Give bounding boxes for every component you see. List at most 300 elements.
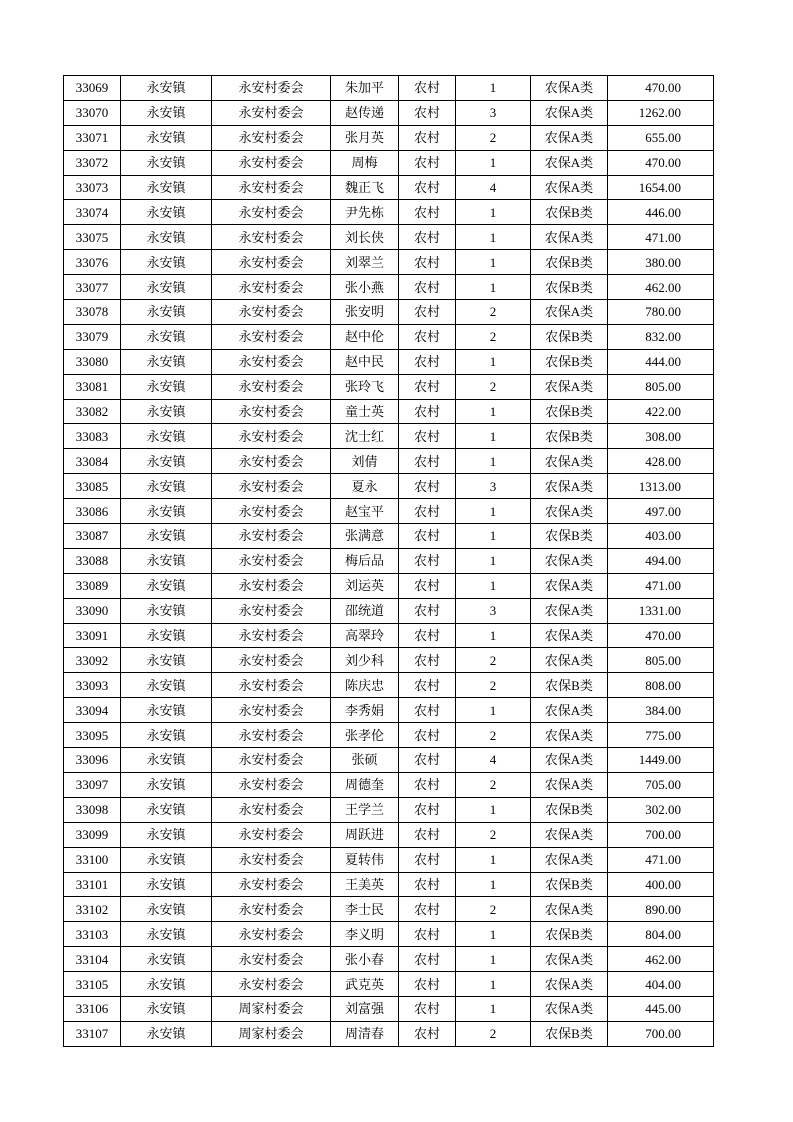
table-cell-count: 1 bbox=[456, 225, 531, 250]
table-cell-type: 农村 bbox=[399, 250, 456, 275]
table-cell-category: 农保B类 bbox=[531, 872, 608, 897]
table-cell-category: 农保A类 bbox=[531, 847, 608, 872]
table-cell-id: 33077 bbox=[64, 275, 121, 300]
table-cell-type: 农村 bbox=[399, 598, 456, 623]
table-cell-amount: 403.00 bbox=[608, 524, 714, 549]
table-cell-town: 永安镇 bbox=[121, 200, 212, 225]
table-cell-count: 4 bbox=[456, 175, 531, 200]
table-cell-type: 农村 bbox=[399, 648, 456, 673]
table-cell-category: 农保A类 bbox=[531, 100, 608, 125]
table-cell-village: 永安村委会 bbox=[212, 300, 331, 325]
table-row bbox=[64, 499, 714, 524]
table-cell-town: 永安镇 bbox=[121, 449, 212, 474]
table-cell-id: 33104 bbox=[64, 947, 121, 972]
table-cell-id: 33106 bbox=[64, 996, 121, 1021]
table-cell-id: 33080 bbox=[64, 349, 121, 374]
table-cell-amount: 1313.00 bbox=[608, 474, 714, 499]
table-cell-amount: 470.00 bbox=[608, 76, 714, 101]
table-cell-name: 刘长侠 bbox=[331, 225, 399, 250]
table-cell-count: 2 bbox=[456, 673, 531, 698]
table-cell-town: 永安镇 bbox=[121, 125, 212, 150]
table-cell-town: 永安镇 bbox=[121, 648, 212, 673]
table-row bbox=[64, 200, 714, 225]
table-cell-name: 周德奎 bbox=[331, 772, 399, 797]
table-cell-name: 周梅 bbox=[331, 150, 399, 175]
table-cell-name: 魏正飞 bbox=[331, 175, 399, 200]
table-cell-town: 永安镇 bbox=[121, 150, 212, 175]
table-cell-village: 永安村委会 bbox=[212, 349, 331, 374]
table-cell-id: 33100 bbox=[64, 847, 121, 872]
table-cell-count: 1 bbox=[456, 947, 531, 972]
table-cell-id: 33090 bbox=[64, 598, 121, 623]
table-cell-category: 农保A类 bbox=[531, 150, 608, 175]
table-cell-category: 农保B类 bbox=[531, 324, 608, 349]
table-cell-town: 永安镇 bbox=[121, 349, 212, 374]
table-cell-name: 赵中民 bbox=[331, 349, 399, 374]
table-cell-count: 2 bbox=[456, 772, 531, 797]
table-cell-id: 33081 bbox=[64, 374, 121, 399]
table-row bbox=[64, 748, 714, 773]
table-cell-category: 农保A类 bbox=[531, 573, 608, 598]
table-cell-amount: 470.00 bbox=[608, 623, 714, 648]
table-cell-amount: 655.00 bbox=[608, 125, 714, 150]
table-cell-town: 永安镇 bbox=[121, 723, 212, 748]
table-cell-town: 永安镇 bbox=[121, 598, 212, 623]
table-cell-village: 周家村委会 bbox=[212, 1021, 331, 1046]
table-cell-id: 33092 bbox=[64, 648, 121, 673]
table-cell-amount: 804.00 bbox=[608, 922, 714, 947]
table-cell-category: 农保A类 bbox=[531, 598, 608, 623]
table-cell-village: 永安村委会 bbox=[212, 125, 331, 150]
table-cell-category: 农保A类 bbox=[531, 947, 608, 972]
table-cell-id: 33103 bbox=[64, 922, 121, 947]
table-cell-name: 梅后品 bbox=[331, 548, 399, 573]
table-cell-name: 刘运英 bbox=[331, 573, 399, 598]
table-cell-amount: 775.00 bbox=[608, 723, 714, 748]
table-cell-name: 赵传递 bbox=[331, 100, 399, 125]
table-cell-name: 李义明 bbox=[331, 922, 399, 947]
table-cell-type: 农村 bbox=[399, 300, 456, 325]
table-cell-village: 永安村委会 bbox=[212, 175, 331, 200]
table-cell-town: 永安镇 bbox=[121, 225, 212, 250]
table-cell-type: 农村 bbox=[399, 524, 456, 549]
table-cell-type: 农村 bbox=[399, 374, 456, 399]
table-row bbox=[64, 897, 714, 922]
table-cell-id: 33105 bbox=[64, 972, 121, 997]
table-cell-village: 永安村委会 bbox=[212, 573, 331, 598]
table-cell-id: 33088 bbox=[64, 548, 121, 573]
table-cell-type: 农村 bbox=[399, 723, 456, 748]
table-cell-amount: 494.00 bbox=[608, 548, 714, 573]
table-cell-category: 农保A类 bbox=[531, 175, 608, 200]
table-cell-type: 农村 bbox=[399, 76, 456, 101]
table-cell-name: 刘富强 bbox=[331, 996, 399, 1021]
table-cell-amount: 890.00 bbox=[608, 897, 714, 922]
table-cell-amount: 700.00 bbox=[608, 1021, 714, 1046]
table-cell-type: 农村 bbox=[399, 150, 456, 175]
table-cell-amount: 808.00 bbox=[608, 673, 714, 698]
table-cell-town: 永安镇 bbox=[121, 100, 212, 125]
table-cell-id: 33073 bbox=[64, 175, 121, 200]
table-cell-type: 农村 bbox=[399, 399, 456, 424]
table-cell-id: 33098 bbox=[64, 797, 121, 822]
table-cell-count: 1 bbox=[456, 424, 531, 449]
table-cell-category: 农保B类 bbox=[531, 922, 608, 947]
table-row bbox=[64, 648, 714, 673]
table-row bbox=[64, 623, 714, 648]
table-cell-town: 永安镇 bbox=[121, 996, 212, 1021]
table-cell-category: 农保A类 bbox=[531, 374, 608, 399]
table-cell-name: 刘翠兰 bbox=[331, 250, 399, 275]
table-cell-id: 33099 bbox=[64, 822, 121, 847]
table-cell-category: 农保B类 bbox=[531, 349, 608, 374]
table-cell-type: 农村 bbox=[399, 897, 456, 922]
table-cell-id: 33093 bbox=[64, 673, 121, 698]
table-cell-type: 农村 bbox=[399, 449, 456, 474]
table-cell-town: 永安镇 bbox=[121, 847, 212, 872]
table-cell-village: 永安村委会 bbox=[212, 76, 331, 101]
table-cell-count: 3 bbox=[456, 474, 531, 499]
table-cell-name: 夏永 bbox=[331, 474, 399, 499]
table-cell-name: 张安明 bbox=[331, 300, 399, 325]
table-cell-amount: 1654.00 bbox=[608, 175, 714, 200]
table-cell-village: 永安村委会 bbox=[212, 797, 331, 822]
table-body bbox=[64, 76, 714, 1047]
table-cell-count: 1 bbox=[456, 922, 531, 947]
table-cell-id: 33078 bbox=[64, 300, 121, 325]
table-cell-type: 农村 bbox=[399, 175, 456, 200]
table-row bbox=[64, 598, 714, 623]
table-cell-village: 永安村委会 bbox=[212, 474, 331, 499]
table-cell-category: 农保B类 bbox=[531, 200, 608, 225]
table-row bbox=[64, 972, 714, 997]
table-cell-id: 33091 bbox=[64, 623, 121, 648]
table-cell-amount: 700.00 bbox=[608, 822, 714, 847]
table-cell-village: 永安村委会 bbox=[212, 225, 331, 250]
table-cell-town: 永安镇 bbox=[121, 748, 212, 773]
table-cell-category: 农保B类 bbox=[531, 250, 608, 275]
table-cell-name: 张玲飞 bbox=[331, 374, 399, 399]
table-cell-id: 33075 bbox=[64, 225, 121, 250]
table-cell-village: 永安村委会 bbox=[212, 424, 331, 449]
table-cell-type: 农村 bbox=[399, 673, 456, 698]
table-cell-town: 永安镇 bbox=[121, 275, 212, 300]
table-cell-amount: 445.00 bbox=[608, 996, 714, 1021]
table-row bbox=[64, 399, 714, 424]
table-row bbox=[64, 847, 714, 872]
table-cell-id: 33074 bbox=[64, 200, 121, 225]
table-cell-type: 农村 bbox=[399, 349, 456, 374]
table-cell-type: 农村 bbox=[399, 499, 456, 524]
table-cell-id: 33096 bbox=[64, 748, 121, 773]
table-cell-town: 永安镇 bbox=[121, 1021, 212, 1046]
table-cell-count: 1 bbox=[456, 872, 531, 897]
table-cell-name: 李秀娟 bbox=[331, 698, 399, 723]
table-cell-type: 农村 bbox=[399, 474, 456, 499]
table-cell-amount: 308.00 bbox=[608, 424, 714, 449]
table-cell-village: 永安村委会 bbox=[212, 972, 331, 997]
table-cell-count: 1 bbox=[456, 250, 531, 275]
table-cell-town: 永安镇 bbox=[121, 399, 212, 424]
table-row bbox=[64, 723, 714, 748]
table-cell-amount: 380.00 bbox=[608, 250, 714, 275]
table-cell-amount: 404.00 bbox=[608, 972, 714, 997]
table-cell-id: 33083 bbox=[64, 424, 121, 449]
table-cell-type: 农村 bbox=[399, 947, 456, 972]
table-cell-id: 33085 bbox=[64, 474, 121, 499]
table-cell-amount: 805.00 bbox=[608, 374, 714, 399]
table-row bbox=[64, 524, 714, 549]
table-cell-count: 1 bbox=[456, 275, 531, 300]
table-row bbox=[64, 225, 714, 250]
table-row bbox=[64, 250, 714, 275]
table-cell-type: 农村 bbox=[399, 324, 456, 349]
table-cell-amount: 444.00 bbox=[608, 349, 714, 374]
table-cell-village: 永安村委会 bbox=[212, 623, 331, 648]
table-cell-town: 永安镇 bbox=[121, 623, 212, 648]
table-cell-name: 张月英 bbox=[331, 125, 399, 150]
table-cell-amount: 422.00 bbox=[608, 399, 714, 424]
table-cell-type: 农村 bbox=[399, 100, 456, 125]
table-cell-name: 张小春 bbox=[331, 947, 399, 972]
table-cell-type: 农村 bbox=[399, 623, 456, 648]
table-cell-id: 33084 bbox=[64, 449, 121, 474]
table-cell-town: 永安镇 bbox=[121, 972, 212, 997]
table-cell-town: 永安镇 bbox=[121, 822, 212, 847]
table-cell-category: 农保A类 bbox=[531, 76, 608, 101]
table-cell-id: 33070 bbox=[64, 100, 121, 125]
table-row bbox=[64, 150, 714, 175]
table-cell-category: 农保A类 bbox=[531, 125, 608, 150]
table-cell-type: 农村 bbox=[399, 548, 456, 573]
table-cell-village: 永安村委会 bbox=[212, 250, 331, 275]
table-cell-type: 农村 bbox=[399, 225, 456, 250]
table-cell-category: 农保A类 bbox=[531, 996, 608, 1021]
table-cell-category: 农保B类 bbox=[531, 524, 608, 549]
table-cell-town: 永安镇 bbox=[121, 573, 212, 598]
table-cell-type: 农村 bbox=[399, 822, 456, 847]
table-cell-id: 33101 bbox=[64, 872, 121, 897]
table-cell-category: 农保A类 bbox=[531, 972, 608, 997]
table-row bbox=[64, 349, 714, 374]
table-cell-count: 3 bbox=[456, 598, 531, 623]
table-cell-count: 4 bbox=[456, 748, 531, 773]
table-cell-village: 永安村委会 bbox=[212, 847, 331, 872]
table-cell-count: 1 bbox=[456, 847, 531, 872]
table-cell-amount: 471.00 bbox=[608, 847, 714, 872]
table-cell-count: 2 bbox=[456, 324, 531, 349]
table-cell-name: 张硕 bbox=[331, 748, 399, 773]
table-cell-count: 2 bbox=[456, 897, 531, 922]
table-cell-name: 张满意 bbox=[331, 524, 399, 549]
table-cell-category: 农保A类 bbox=[531, 300, 608, 325]
table-cell-name: 陈庆忠 bbox=[331, 673, 399, 698]
table-cell-name: 王学兰 bbox=[331, 797, 399, 822]
table-row bbox=[64, 449, 714, 474]
table-cell-type: 农村 bbox=[399, 1021, 456, 1046]
table-cell-amount: 780.00 bbox=[608, 300, 714, 325]
table-cell-type: 农村 bbox=[399, 872, 456, 897]
table-cell-category: 农保B类 bbox=[531, 275, 608, 300]
table-cell-village: 永安村委会 bbox=[212, 922, 331, 947]
table-row bbox=[64, 324, 714, 349]
table-row bbox=[64, 76, 714, 101]
table-cell-count: 1 bbox=[456, 548, 531, 573]
table-row bbox=[64, 797, 714, 822]
table-cell-amount: 805.00 bbox=[608, 648, 714, 673]
table-row bbox=[64, 872, 714, 897]
table-cell-amount: 462.00 bbox=[608, 275, 714, 300]
table-cell-name: 尹先栋 bbox=[331, 200, 399, 225]
table-cell-name: 李士民 bbox=[331, 897, 399, 922]
table-cell-count: 1 bbox=[456, 349, 531, 374]
table-cell-village: 永安村委会 bbox=[212, 499, 331, 524]
table-cell-village: 永安村委会 bbox=[212, 548, 331, 573]
table-cell-type: 农村 bbox=[399, 125, 456, 150]
table-row bbox=[64, 922, 714, 947]
table-cell-id: 33082 bbox=[64, 399, 121, 424]
table-row bbox=[64, 100, 714, 125]
table-cell-village: 永安村委会 bbox=[212, 598, 331, 623]
table-row bbox=[64, 374, 714, 399]
table-cell-id: 33072 bbox=[64, 150, 121, 175]
table-cell-town: 永安镇 bbox=[121, 324, 212, 349]
table-cell-count: 1 bbox=[456, 200, 531, 225]
table-row bbox=[64, 822, 714, 847]
table-row bbox=[64, 548, 714, 573]
table-cell-count: 1 bbox=[456, 996, 531, 1021]
table-cell-category: 农保A类 bbox=[531, 748, 608, 773]
table-row bbox=[64, 673, 714, 698]
table-cell-category: 农保B类 bbox=[531, 673, 608, 698]
table-row bbox=[64, 996, 714, 1021]
table-cell-id: 33095 bbox=[64, 723, 121, 748]
table-cell-village: 永安村委会 bbox=[212, 150, 331, 175]
table-cell-type: 农村 bbox=[399, 275, 456, 300]
table-cell-amount: 705.00 bbox=[608, 772, 714, 797]
table-cell-amount: 462.00 bbox=[608, 947, 714, 972]
table-cell-type: 农村 bbox=[399, 922, 456, 947]
table-cell-town: 永安镇 bbox=[121, 424, 212, 449]
table-cell-type: 农村 bbox=[399, 748, 456, 773]
table-cell-village: 永安村委会 bbox=[212, 772, 331, 797]
table-cell-type: 农村 bbox=[399, 200, 456, 225]
table-cell-name: 王美英 bbox=[331, 872, 399, 897]
table-cell-category: 农保A类 bbox=[531, 623, 608, 648]
table-cell-village: 永安村委会 bbox=[212, 524, 331, 549]
table-cell-count: 1 bbox=[456, 499, 531, 524]
table-cell-count: 1 bbox=[456, 76, 531, 101]
table-cell-amount: 497.00 bbox=[608, 499, 714, 524]
table-cell-count: 1 bbox=[456, 698, 531, 723]
table-cell-count: 1 bbox=[456, 150, 531, 175]
table-cell-id: 33107 bbox=[64, 1021, 121, 1046]
table-cell-amount: 1331.00 bbox=[608, 598, 714, 623]
table-cell-name: 朱加平 bbox=[331, 76, 399, 101]
table-cell-category: 农保A类 bbox=[531, 698, 608, 723]
table-row bbox=[64, 125, 714, 150]
table-cell-town: 永安镇 bbox=[121, 474, 212, 499]
table-row bbox=[64, 424, 714, 449]
table-cell-category: 农保A类 bbox=[531, 499, 608, 524]
table-cell-count: 1 bbox=[456, 449, 531, 474]
table-cell-village: 永安村委会 bbox=[212, 324, 331, 349]
table-cell-town: 永安镇 bbox=[121, 673, 212, 698]
table-cell-category: 农保B类 bbox=[531, 424, 608, 449]
table-cell-town: 永安镇 bbox=[121, 947, 212, 972]
table-cell-count: 2 bbox=[456, 723, 531, 748]
table-cell-town: 永安镇 bbox=[121, 300, 212, 325]
table-cell-type: 农村 bbox=[399, 847, 456, 872]
table-cell-category: 农保A类 bbox=[531, 822, 608, 847]
table-cell-category: 农保A类 bbox=[531, 225, 608, 250]
table-cell-town: 永安镇 bbox=[121, 175, 212, 200]
table-cell-town: 永安镇 bbox=[121, 797, 212, 822]
table-cell-count: 3 bbox=[456, 100, 531, 125]
table-cell-category: 农保A类 bbox=[531, 548, 608, 573]
table-row bbox=[64, 175, 714, 200]
table-cell-count: 2 bbox=[456, 125, 531, 150]
table-cell-category: 农保A类 bbox=[531, 474, 608, 499]
table-cell-amount: 302.00 bbox=[608, 797, 714, 822]
table-cell-town: 永安镇 bbox=[121, 872, 212, 897]
table-cell-town: 永安镇 bbox=[121, 772, 212, 797]
table-cell-type: 农村 bbox=[399, 698, 456, 723]
table-row bbox=[64, 772, 714, 797]
table-cell-name: 周清春 bbox=[331, 1021, 399, 1046]
table-cell-count: 1 bbox=[456, 573, 531, 598]
table-cell-count: 1 bbox=[456, 797, 531, 822]
table-cell-town: 永安镇 bbox=[121, 76, 212, 101]
table-cell-name: 张孝伦 bbox=[331, 723, 399, 748]
table-cell-amount: 470.00 bbox=[608, 150, 714, 175]
table-row bbox=[64, 474, 714, 499]
table-row bbox=[64, 275, 714, 300]
table-cell-village: 永安村委会 bbox=[212, 100, 331, 125]
table-cell-id: 33097 bbox=[64, 772, 121, 797]
table-row bbox=[64, 947, 714, 972]
table-cell-town: 永安镇 bbox=[121, 499, 212, 524]
table-cell-count: 2 bbox=[456, 300, 531, 325]
table-cell-village: 永安村委会 bbox=[212, 449, 331, 474]
table-cell-id: 33102 bbox=[64, 897, 121, 922]
table-cell-category: 农保B类 bbox=[531, 797, 608, 822]
table-cell-category: 农保A类 bbox=[531, 449, 608, 474]
table-cell-category: 农保B类 bbox=[531, 1021, 608, 1046]
table-cell-name: 邵统道 bbox=[331, 598, 399, 623]
table-cell-count: 2 bbox=[456, 374, 531, 399]
table-cell-type: 农村 bbox=[399, 972, 456, 997]
table-cell-type: 农村 bbox=[399, 996, 456, 1021]
table-cell-category: 农保A类 bbox=[531, 897, 608, 922]
table-cell-name: 赵宝平 bbox=[331, 499, 399, 524]
table-cell-amount: 832.00 bbox=[608, 324, 714, 349]
table-cell-town: 永安镇 bbox=[121, 250, 212, 275]
table-cell-name: 沈士红 bbox=[331, 424, 399, 449]
table-cell-id: 33069 bbox=[64, 76, 121, 101]
table-cell-type: 农村 bbox=[399, 772, 456, 797]
table-cell-amount: 446.00 bbox=[608, 200, 714, 225]
table-cell-name: 赵中伦 bbox=[331, 324, 399, 349]
table-row bbox=[64, 698, 714, 723]
table-cell-id: 33086 bbox=[64, 499, 121, 524]
table-cell-count: 2 bbox=[456, 648, 531, 673]
table-cell-name: 童士英 bbox=[331, 399, 399, 424]
table-cell-category: 农保A类 bbox=[531, 772, 608, 797]
table-row bbox=[64, 573, 714, 598]
table-cell-amount: 471.00 bbox=[608, 225, 714, 250]
table-cell-count: 1 bbox=[456, 972, 531, 997]
